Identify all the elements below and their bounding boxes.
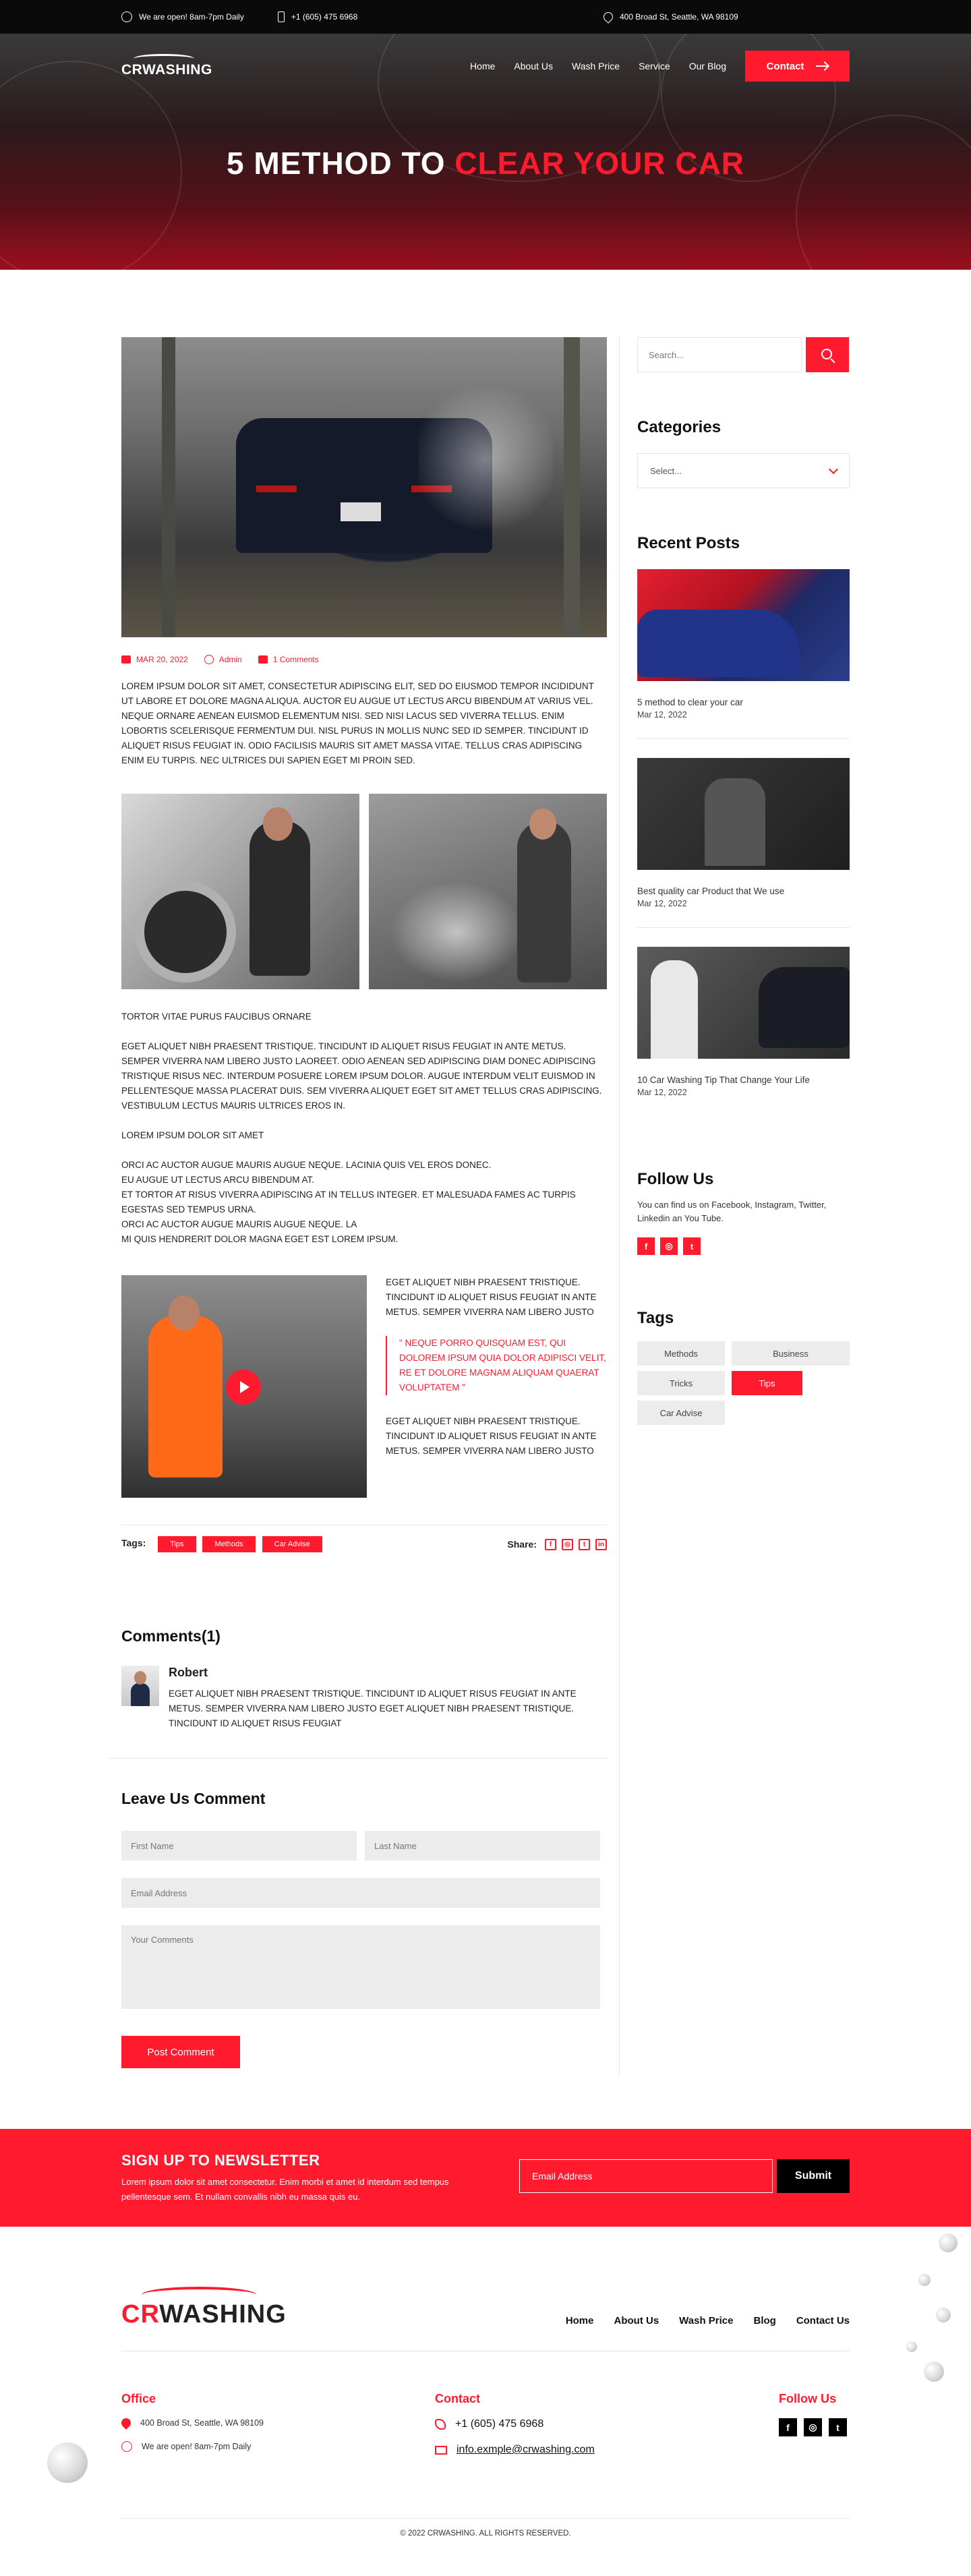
nav-menu (470, 61, 726, 71)
office-address (121, 2418, 435, 2428)
post-meta (121, 655, 607, 664)
image-person (249, 821, 310, 976)
sidebar-social-links (637, 1237, 850, 1255)
logo-car-swoosh-icon (134, 54, 194, 63)
footer-columns (121, 2392, 850, 2469)
office-heading: Office (121, 2392, 156, 2405)
article-paragraph: EGET ALIQUET NIBH PRAESENT TRISTIQUE. TINCIDUNT ID ALIQUET RISUS FEUGIAT IN ANTE METUS. SEMPER VIVERRA NAM LIBERO JUSTO LAOREET. ODIO AENEAN SED ADIPISCING DIAM DONEC ADIPISCING TRISTIQUE RISUS NEC. INTERDUM POSUERE LOREM IPSUM DOLOR. AUGUE INTERDUM VELIT EUISMOD IN PELLENTESQUE MASSA PLACERAT DUIS. SEM VIVERRA ALIQUET EGET SIT AMET TELLUS CRAS ADIPISCING. VESTIBULUM LECTUS MAURIS ULTRICES EROS IN. (121, 1041, 602, 1111)
calendar-icon (121, 655, 131, 664)
tags-label: Tags: (121, 1538, 146, 1548)
post-comment-button[interactable]: Post Comment (121, 2036, 240, 2068)
article-subheading: LOREM IPSUM DOLOR SIT AMET (121, 1130, 264, 1140)
email-icon (435, 2446, 447, 2455)
thumbnail-car (637, 610, 799, 677)
tag-car-advise[interactable]: Car Advise (637, 1401, 725, 1425)
instagram-icon[interactable]: ◎ (562, 1539, 573, 1550)
office-hours (121, 2441, 435, 2452)
chevron-down-icon (829, 464, 838, 473)
main-navigation (121, 51, 850, 82)
footer-nav-home[interactable]: Home (565, 2315, 594, 2326)
post-tags (121, 1536, 326, 1552)
footer-logo[interactable] (121, 2287, 287, 2329)
recent-post-date: Mar 12, 2022 (637, 710, 687, 720)
page-title-red: CLEAR YOUR CAR (454, 146, 745, 181)
newsletter-form (519, 2159, 850, 2193)
avatar-body (131, 1683, 150, 1706)
hours-text: We are open! 8am-7pm Daily (139, 12, 244, 22)
article-video-block (121, 1275, 607, 1498)
office-hours-text: We are open! 8am-7pm Daily (142, 2442, 252, 2451)
address-text: 400 Broad St, Seattle, WA 98109 (620, 12, 738, 22)
tag-methods[interactable]: Methods (202, 1536, 255, 1552)
image-water-spray (389, 881, 524, 983)
recent-post-thumbnail[interactable] (637, 758, 850, 870)
clock-icon (121, 11, 132, 22)
avatar-head (134, 1671, 146, 1685)
article-list-line: ORCI AC AUCTOR AUGUE MAURIS AUGUE NEQUE. LA (121, 1219, 357, 1229)
side-paragraph: EGET ALIQUET NIBH PRAESENT TRISTIQUE. TINCIDUNT ID ALIQUET RISUS FEUGIAT IN ANTE METUS. SEMPER VIVERRA NAM LIBERO JUSTO (386, 1416, 597, 1456)
post-comments-count[interactable] (258, 655, 319, 664)
facebook-icon[interactable]: f (779, 2418, 797, 2436)
thumbnail-person (651, 960, 698, 1059)
footer-follow-heading: Follow Us (779, 2392, 836, 2405)
recent-post-title[interactable]: Best quality car Product that We use (637, 886, 785, 896)
facebook-icon[interactable]: f (545, 1539, 556, 1550)
comment-row (121, 1925, 600, 2009)
recent-post-item[interactable] (637, 569, 850, 739)
sidebar (637, 337, 850, 2068)
linkedin-icon[interactable]: in (595, 1539, 607, 1550)
post-date-text: MAR 20, 2022 (136, 655, 188, 664)
tags-share-row (121, 1525, 607, 1563)
contact-phone[interactable] (435, 2418, 779, 2430)
facebook-icon[interactable]: f (637, 1237, 655, 1255)
decorative-water-drop (906, 2341, 917, 2352)
hero-banner (0, 34, 971, 270)
footer-nav-blog[interactable]: Blog (753, 2315, 776, 2326)
tag-cloud (637, 1341, 850, 1425)
phone-text[interactable]: +1 (605) 475 6968 (291, 12, 358, 22)
site-logo[interactable] (121, 54, 212, 78)
image-water-mist (418, 378, 553, 539)
thumbnail-car (759, 967, 850, 1048)
recent-posts-heading: Recent Posts (637, 534, 740, 552)
office-address-text: 400 Broad St, Seattle, WA 98109 (140, 2418, 264, 2428)
decorative-water-drop (939, 2233, 958, 2252)
hours-info (121, 11, 244, 22)
footer-top (121, 2227, 850, 2351)
article-list-line: ET TORTOR AT RISUS VIVERRA ADIPISCING AT IN TELLUS INTEGER. ET MALESUADA FAMES AC TURPIS EGESTAS SED TEMPUS URNA. (121, 1190, 576, 1214)
location-pin-icon (119, 2416, 133, 2430)
last-name-input[interactable] (365, 1831, 600, 1861)
recent-post-date: Mar 12, 2022 (637, 899, 687, 908)
email-row (121, 1878, 600, 1908)
nav-item-about-us[interactable]: About Us (514, 61, 553, 71)
tag-car-advise[interactable]: Car Advise (262, 1536, 322, 1552)
footer-nav-about-us[interactable]: About Us (614, 2315, 659, 2326)
comment-body (169, 1666, 607, 1731)
image-wash-frame (564, 337, 580, 637)
instagram-icon[interactable]: ◎ (804, 2418, 822, 2436)
twitter-icon[interactable]: t (829, 2418, 847, 2436)
phone-icon (435, 2419, 446, 2430)
article-image-pressure-wash (369, 794, 607, 989)
clock-icon (121, 2441, 132, 2452)
recent-post-item[interactable] (637, 758, 850, 928)
post-date (121, 655, 188, 664)
page-title (0, 145, 971, 181)
article-image-pair (121, 794, 607, 989)
image-tire (135, 881, 236, 983)
newsletter-submit-button[interactable]: Submit (777, 2159, 850, 2193)
post-author[interactable] (204, 655, 242, 664)
video-person-head (169, 1295, 200, 1330)
name-row (121, 1831, 600, 1861)
decorative-water-drop (918, 2274, 931, 2286)
contact-button[interactable] (745, 51, 850, 82)
nav-item-service[interactable]: Service (639, 61, 670, 71)
article-list-line: EU AUGUE UT LECTUS ARCU BIBENDUM AT. (121, 1175, 315, 1185)
share-label: Share: (507, 1539, 537, 1550)
image-license-plate (341, 502, 381, 521)
twitter-icon[interactable]: t (683, 1237, 701, 1255)
contact-phone-text[interactable]: +1 (605) 475 6968 (455, 2418, 544, 2430)
blockquote: " NEQUE PORRO QUISQUAM EST, QUI DOLOREM IPSUM QUIA DOLOR ADIPISCI VELIT, RE ET DOLORE MAGNAM ALIQUAM QUAERAT VOLUPTATEM " (386, 1336, 607, 1395)
footer-logo-red: CR (121, 2300, 160, 2329)
article-image-detailing (121, 794, 359, 989)
site-footer (0, 2227, 971, 2546)
image-person (517, 821, 571, 983)
article-subheading: TORTOR VITAE PURUS FAUCIBUS ORNARE (121, 1012, 312, 1022)
search-widget (637, 337, 850, 372)
footer-social-links (779, 2418, 847, 2436)
post-author-text[interactable]: Admin (218, 655, 242, 664)
page-title-white: 5 METHOD TO (226, 146, 446, 181)
email-input[interactable] (121, 1878, 600, 1908)
comment-icon (258, 655, 268, 664)
nav-item-wash-price[interactable]: Wash Price (572, 61, 620, 71)
footer-logo-black: WASHING (159, 2300, 287, 2329)
tag-tips[interactable]: Tips (158, 1536, 196, 1552)
user-icon (204, 655, 214, 664)
comments-heading: Comments(1) (121, 1627, 220, 1645)
avatar (121, 1666, 159, 1706)
logo-car-swoosh-icon (142, 2287, 256, 2303)
twitter-icon[interactable]: t (579, 1539, 590, 1550)
decorative-water-drop (936, 2308, 951, 2322)
comment-item (121, 1666, 607, 1731)
categories-select[interactable] (637, 453, 850, 488)
address-info (604, 12, 738, 22)
search-input[interactable] (637, 337, 802, 372)
newsletter-banner (0, 2129, 971, 2227)
article-hero-image (121, 337, 607, 637)
footer-menu (566, 2315, 850, 2326)
recent-post-date: Mar 12, 2022 (637, 1088, 687, 1097)
recent-post-item[interactable] (637, 947, 850, 1116)
newsletter-copy (121, 2152, 472, 2204)
comments-section (121, 1563, 607, 1758)
search-icon (821, 349, 832, 359)
nav-item-our-blog[interactable]: Our Blog (688, 61, 726, 71)
location-pin-icon (601, 10, 615, 24)
contact-button-label: Contact (766, 60, 804, 72)
newsletter-email-input[interactable] (519, 2159, 773, 2193)
leave-comment-heading: Leave Us Comment (121, 1790, 266, 1807)
newsletter-text: Lorem ipsum dolor sit amet consectetur. Enim morbi et amet id interdum sed tempus pellentesque sem. Et nullam convallis nibh eu massa quis eu. (121, 2176, 449, 2202)
footer-nav-contact-us[interactable]: Contact Us (796, 2315, 850, 2326)
footer-nav-wash-price[interactable]: Wash Price (679, 2315, 734, 2326)
categories-select-value: Select... (650, 465, 682, 476)
copyright: © 2022 CRWASHING. ALL RIGHTS RESERVED. (121, 2518, 850, 2538)
share-links (507, 1539, 607, 1550)
top-info-bar (0, 0, 971, 34)
tag-business[interactable]: Business (732, 1341, 850, 1366)
tag-tricks[interactable]: Tricks (637, 1371, 725, 1395)
image-wash-frame (162, 337, 175, 637)
first-name-input[interactable] (121, 1831, 357, 1861)
decorative-water-drop (924, 2362, 944, 2382)
contact-heading: Contact (435, 2392, 480, 2405)
video-thumbnail[interactable] (121, 1275, 367, 1498)
image-tail-light (256, 486, 297, 492)
play-icon[interactable] (226, 1370, 261, 1405)
arrow-right-icon (816, 65, 828, 67)
comment-text: EGET ALIQUET NIBH PRAESENT TRISTIQUE. TINCIDUNT ID ALIQUET RISUS FEUGIAT IN ANTE METUS. SEMPER VIVERRA NAM LIBERO JUSTO EGET ALIQUET NIBH PRAESENT TRISTIQUE. TINCIDUNT ID ALIQUET RISUS FEUGIAT (169, 1689, 577, 1728)
comment-textarea[interactable] (121, 1925, 600, 2009)
image-person-head (263, 807, 293, 841)
phone-info[interactable] (278, 11, 357, 22)
tag-methods[interactable]: Methods (637, 1341, 725, 1366)
leave-comment-section (109, 1758, 607, 2068)
recent-post-title[interactable]: 10 Car Washing Tip That Change Your Life (637, 1075, 810, 1085)
recent-post-title[interactable]: 5 method to clear your car (637, 697, 743, 707)
phone-icon (278, 11, 285, 22)
article-list-line: MI QUIS HENDRERIT DOLOR MAGNA EGET EST LOREM IPSUM. (121, 1234, 399, 1244)
contact-email[interactable] (435, 2444, 779, 2456)
footer-office (121, 2392, 435, 2469)
recent-post-thumbnail[interactable] (637, 947, 850, 1059)
column-divider (619, 337, 620, 2077)
video-side-text (386, 1275, 607, 1498)
article-list (121, 1158, 607, 1247)
footer-contact (435, 2392, 779, 2469)
comment-author: Robert (169, 1666, 208, 1679)
comment-form (121, 1831, 600, 2068)
footer-follow (779, 2392, 847, 2469)
decorative-water-drop (47, 2442, 88, 2483)
video-person (148, 1316, 223, 1477)
main-content-area (0, 270, 971, 2068)
nav-item-home[interactable]: Home (470, 61, 496, 71)
side-paragraph: EGET ALIQUET NIBH PRAESENT TRISTIQUE. TINCIDUNT ID ALIQUET RISUS FEUGIAT IN ANTE METUS. SEMPER VIVERRA NAM LIBERO JUSTO (386, 1277, 597, 1317)
tag-tips-active[interactable]: Tips (732, 1371, 802, 1395)
article-list-line: ORCI AC AUCTOR AUGUE MAURIS AUGUE NEQUE. LACINIA QUIS VEL EROS DONEC. (121, 1160, 492, 1170)
newsletter-heading: SIGN UP TO NEWSLETTER (121, 2151, 320, 2169)
instagram-icon[interactable]: ◎ (660, 1237, 678, 1255)
contact-email-link[interactable]: info.exmple@crwashing.com (457, 2444, 595, 2455)
post-comments-text[interactable]: 1 Comments (272, 655, 319, 664)
thumbnail-person (705, 778, 765, 866)
follow-us-heading: Follow Us (637, 1170, 714, 1188)
search-button[interactable] (806, 337, 849, 372)
image-person-head (529, 809, 556, 840)
recent-post-thumbnail[interactable] (637, 569, 850, 681)
logo-text: CRWASHING (121, 62, 212, 78)
follow-us-text: You can find us on Facebook, Instagram, Twitter, Linkedin an You Tube. (637, 1200, 827, 1223)
article (121, 337, 607, 2068)
tags-heading: Tags (637, 1309, 674, 1327)
article-intro: LOREM IPSUM DOLOR SIT AMET, CONSECTETUR ADIPISCING ELIT, SED DO EIUSMOD TEMPOR INCIDIDUNT UT LABORE ET DOLORE MAGNA ALIQUA. AUCTOR EU AUGUE UT LECTUS ARCU BIBENDUM AT VARIUS VEL. NEQUE ORNARE AENEAN EUISMOD ELEMENTUM NISI. SED NISI LACUS SED VIVERRA TELLUS. ENIM LOBORTIS SCELERISQUE FERMENTUM DUI. NISL PURUS IN MOLLIS NUNC SED ID SEMPER. TINCIDUNT ID ALIQUET RISUS FEUGIAT IN. ODIO FACILISIS MAURIS SIT AMET MASSA VITAE. TELLUS CRAS ADIPISCING ENIM EU TURPIS. NEC ULTRICES DUI SAPIEN EGET MI PROIN SED. (121, 681, 594, 765)
categories-heading: Categories (637, 418, 722, 436)
